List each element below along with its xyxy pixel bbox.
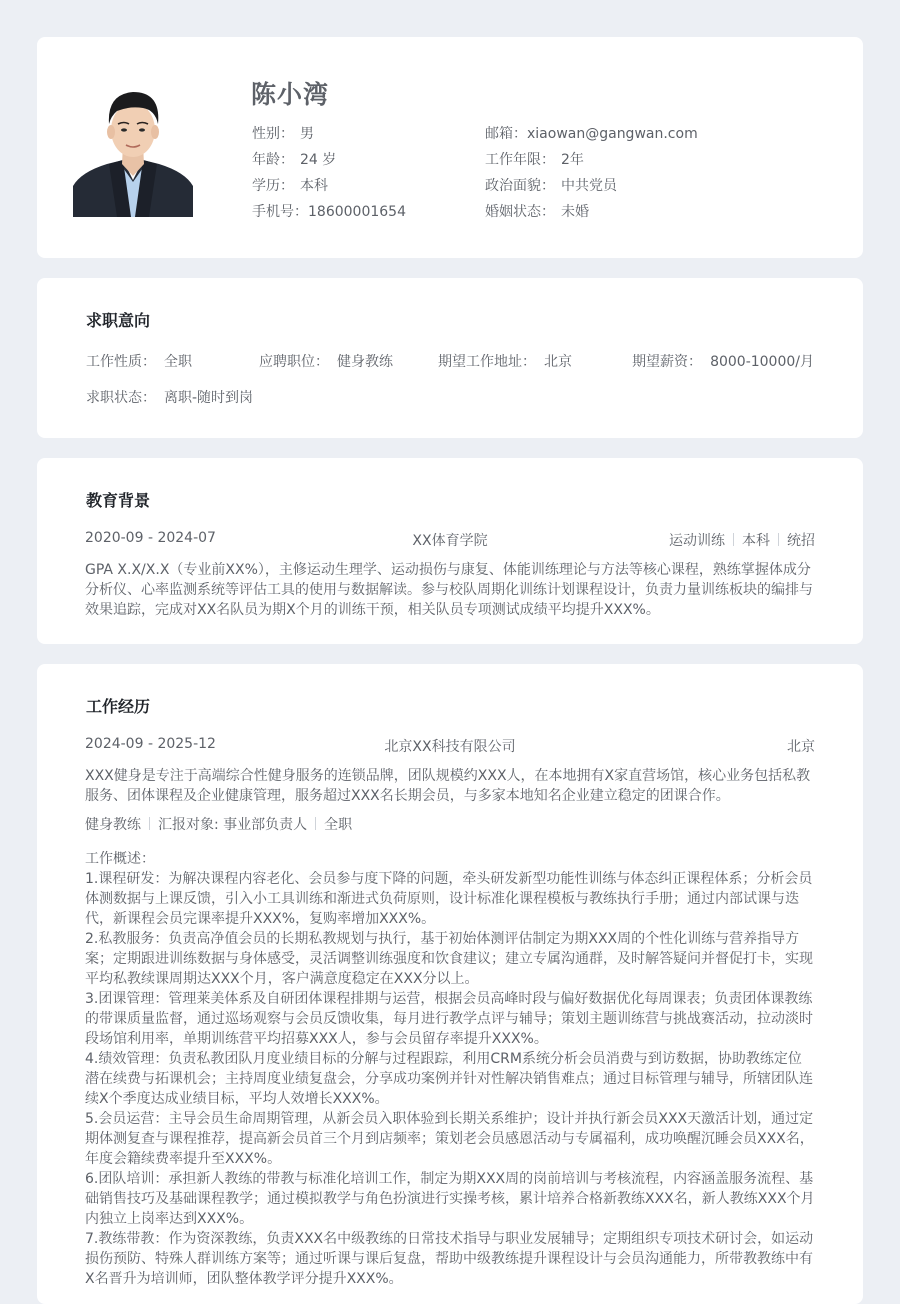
work-years-label: 工作年限： [485,152,555,168]
email-field [485,123,698,143]
email-value[interactable]: xiaowan@gangwan.com [527,126,698,142]
overview-label: 工作概述： [85,851,155,867]
education-tags [669,530,815,550]
tag-divider [149,817,150,830]
education-level-value: 本科 [300,178,328,194]
overview-item: 4.绩效管理：负责私教团队月度业绩目标的分解与过程跟踪，利用CRM系统分析会员消费与到访数据，协助教练定位潜在续费与拓课机会；主持周度业绩复盘会，分享成功案例并针对性解决销售难点；通过目标管理与辅导，所辖团队连续X个季度达成业绩目标，平均人效增长XXX%。 [85,1051,813,1107]
politics-field [485,175,617,195]
work-type-tag: 全职 [324,817,353,833]
job-location-field [438,351,572,371]
tag-divider [733,533,734,546]
work-period: 2024-09 - 2025-12 [85,736,216,752]
age-value: 24 岁 [300,152,337,168]
work-experience-card [37,664,863,1304]
education-title: 教育背景 [86,491,151,510]
job-location-value: 北京 [544,354,572,370]
work-experience-title: 工作经历 [86,697,151,716]
education-card [37,458,863,644]
email-label: 邮箱： [485,126,527,142]
profile-photo [73,84,193,217]
work-company: 北京XX科技有限公司 [384,739,516,755]
profile-card [37,37,863,258]
overview-item: 2.私教服务：负责高净值会员的长期私教规划与执行，基于初始体测评估制定为期XXX周的个性化训练与营养指导方案；定期跟进训练数据与身体感受，灵活调整训练强度和饮食建议；建立专属沟通群，及时解答疑问并督促打卡，实现平均私教续课周期达XXX个月，客户满意度稳定在XXX分以上。 [85,931,813,987]
company-intro: XXX健身是专注于高端综合性健身服务的连锁品牌，团队规模约XXX人，在本地拥有X家直营场馆，核心业务包括私教服务、团体课程及企业健康管理，服务超过XXX名长期会员，与多家本地知名企业建立稳定的团课合作。 [85,768,811,804]
education-school: XX体育学院 [412,533,488,549]
work-tags [85,814,352,834]
job-salary-value: 8000-10000/月 [710,354,814,370]
education-level-field [252,175,328,195]
tag-divider [778,533,779,546]
portrait-image [73,84,193,217]
education-period: 2020-09 - 2024-07 [85,530,216,546]
work-role-tag: 健身教练 [85,817,141,833]
work-overview [85,849,815,1289]
job-type-value: 全职 [164,354,192,370]
age-label: 年龄： [252,152,294,168]
marital-label: 婚姻状态： [485,204,555,220]
marital-value: 未婚 [561,204,589,220]
job-position-value: 健身教练 [337,354,393,370]
job-position-field [259,351,393,371]
phone-field [252,201,406,221]
age-field [252,149,336,169]
job-type-field [86,351,192,371]
phone-value: 18600001654 [308,204,406,220]
job-salary-label: 期望薪资： [632,354,703,370]
overview-item: 5.会员运营：主导会员生命周期管理，从新会员入职体验到长期关系维护；设计并执行新会员XXX天激活计划，通过定期体测复查与课程推荐，提高新会员首三个月到店频率；策划老会员感恩活动与专属福利，成功唤醒沉睡会员XXX名，年度会籍续费率提升至XXX%。 [85,1111,814,1167]
work-report-tag: 汇报对象: 事业部负责人 [158,817,308,833]
job-status-value: 离职-随时到岗 [164,390,254,406]
phone-label: 手机号： [252,204,308,220]
education-degree-tag: 本科 [742,533,770,549]
education-level-label: 学历： [252,178,294,194]
gender-value: 男 [300,126,314,142]
overview-item: 1.课程研发：为解决课程内容老化、会员参与度下降的问题，牵头研发新型功能性训练与体态纠正课程体系；分析会员体测数据与上课反馈，引入小工具训练和渐进式负荷原则，设计标准化课程模板与教练执行手册；通过内部试课与迭代，新课程会员完课率提升XXX%，复购率增加XXX%。 [85,871,813,927]
job-type-label: 工作性质： [86,354,156,370]
overview-item: 7.教练带教：作为资深教练，负责XXX名中级教练的日常技术指导与职业发展辅导；定期组织专项技术研讨会，如运动损伤预防、特殊人群训练方案等；通过听课与课后复盘，帮助中级教练提升课程设计与会员沟通能力，所带教教练中有X名晋升为培训师，团队整体教学评分提升XXX%。 [85,1231,814,1287]
job-intent-card [37,278,863,438]
job-intent-title: 求职意向 [86,311,151,330]
tag-divider [315,817,316,830]
job-location-label: 期望工作地址： [438,354,536,370]
gender-field [252,123,314,143]
gender-label: 性别： [252,126,294,142]
work-city: 北京 [787,739,815,755]
education-major-tag: 运动训练 [669,533,725,549]
education-enrollment-tag: 统招 [787,533,815,549]
work-years-value: 2年 [561,152,584,168]
overview-item: 3.团课管理：管理莱美体系及自研团体课程排期与运营，根据会员高峰时段与偏好数据优化每周课表；负责团体课教练的带课质量监督，通过巡场观察与会员反馈收集，每月进行教学点评与辅导；策划主题训练营与挑战赛活动，拉动淡时段场馆利用率，单期训练营平均招募XXX人，参与会员留存率提升XXX%。 [85,991,813,1047]
education-description: GPA X.X/X.X（专业前XX%），主修运动生理学、运动损伤与康复、体能训练理论与方法等核心课程，熟练掌握体成分分析仪、心率监测系统等评估工具的使用与数据解读。参与校队周期化训练计划课程设计，负责力量训练板块的编排与效果追踪，完成对XX名队员为期X个月的训练干预，相关队员专项测试成绩平均提升XXX%。 [85,562,813,618]
politics-label: 政治面貌： [485,178,555,194]
candidate-name: 陈小湾 [251,80,330,109]
job-status-label: 求职状态： [86,390,156,406]
job-status-field [86,387,253,407]
job-salary-field [632,351,814,371]
marital-field [485,201,589,221]
politics-value: 中共党员 [561,178,617,194]
job-position-label: 应聘职位： [259,354,329,370]
work-years-field [485,149,584,169]
overview-item: 6.团队培训：承担新人教练的带教与标准化培训工作，制定为期XXX周的岗前培训与考核流程，内容涵盖服务流程、基础销售技巧及基础课程教学；通过模拟教学与角色扮演进行实操考核，累计培养合格新教练XXX名，新人教练XXX个月内独立上岗率达到XXX%。 [85,1171,815,1227]
